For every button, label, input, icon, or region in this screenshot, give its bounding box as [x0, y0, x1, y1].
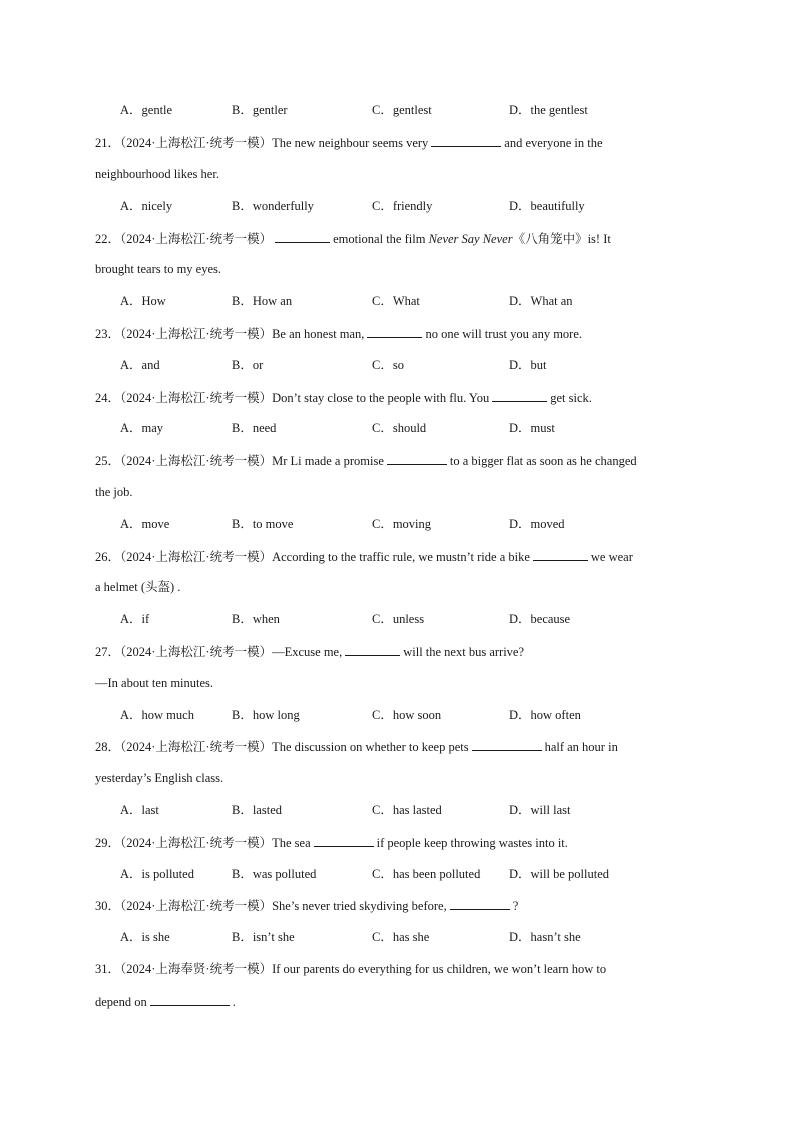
q27-option-a[interactable]: A．how much	[120, 708, 194, 722]
q21-stem-cont: neighbourhood likes her.	[95, 167, 219, 181]
q20-option-c[interactable]: C．gentlest	[372, 103, 432, 117]
q30-text-2: ?	[512, 899, 519, 913]
q25-stem-cont: the job.	[95, 485, 133, 499]
q25-stem	[95, 452, 715, 469]
q22-film-title: Never Say Never	[428, 232, 513, 246]
q27-option-d[interactable]: D．how often	[509, 708, 581, 722]
q27-stem-cont: —In about ten minutes.	[95, 676, 214, 690]
q24-text-2: get sick.	[550, 391, 592, 405]
q27-option-c[interactable]: C．how soon	[372, 708, 442, 722]
q25-option-d[interactable]: D．moved	[509, 517, 565, 531]
q22-option-c[interactable]: C．What	[372, 294, 420, 308]
q22-text-1: emotional the film	[333, 232, 426, 246]
q24-option-b[interactable]: B．need	[232, 421, 277, 435]
q23-text-1: Be an honest man,	[272, 327, 365, 341]
q26-blank[interactable]	[533, 548, 588, 561]
q26-text-1: According to the traffic rule, we mustn’t ride a bike	[272, 550, 530, 564]
q29-options	[0, 866, 794, 882]
q28-text-2: half an hour in	[544, 740, 618, 754]
q30-number: 30．	[95, 899, 121, 913]
q28-text-1: The discussion on whether to keep pets	[272, 740, 469, 754]
q25-options	[0, 516, 794, 532]
q23-option-d[interactable]: D．but	[509, 358, 547, 372]
q20-option-d[interactable]: D．the gentlest	[509, 103, 588, 117]
q26-option-c[interactable]: C．unless	[372, 612, 425, 626]
q21-text-2: and everyone in the	[504, 136, 603, 150]
q31-stem	[95, 961, 715, 977]
q24-option-c[interactable]: C．should	[372, 421, 427, 435]
q26-stem-cont: a helmet (头盔) .	[95, 580, 181, 594]
q24-option-d[interactable]: D．must	[509, 421, 555, 435]
q26-stem	[95, 548, 715, 565]
q23-stem	[95, 325, 715, 342]
q28-option-c[interactable]: C．has lasted	[372, 803, 442, 817]
q30-option-a[interactable]: A．is she	[120, 930, 170, 944]
q31-blank[interactable]	[150, 993, 230, 1006]
q20-option-b[interactable]: B．gentler	[232, 103, 288, 117]
q25-number: 25．	[95, 454, 121, 468]
q26-option-d[interactable]: D．because	[509, 612, 571, 626]
q28-option-d[interactable]: D．will last	[509, 803, 571, 817]
q29-number: 29．	[95, 836, 121, 850]
q21-option-c[interactable]: C．friendly	[372, 199, 433, 213]
q25-source: （2024·上海松江·统考一模）	[120, 454, 273, 468]
q31-text-3: .	[232, 995, 236, 1009]
q22-option-a[interactable]: A．How	[120, 294, 166, 308]
q29-text-1: The sea	[272, 836, 311, 850]
q24-source: （2024·上海松江·统考一模）	[120, 391, 273, 405]
q22-option-b[interactable]: B．How an	[232, 294, 293, 308]
q22-stem	[95, 230, 715, 247]
q29-stem	[95, 834, 715, 851]
q26-text-2: we wear	[590, 550, 633, 564]
q29-option-b[interactable]: B．was polluted	[232, 867, 317, 881]
q28-stem-cont: yesterday’s English class.	[95, 771, 224, 785]
q23-source: （2024·上海松江·统考一模）	[120, 327, 273, 341]
q30-option-d[interactable]: D．hasn’t she	[509, 930, 581, 944]
q21-blank[interactable]	[431, 134, 501, 147]
q22-option-d[interactable]: D．What an	[509, 294, 573, 308]
q24-option-a[interactable]: A．may	[120, 421, 164, 435]
q29-text-2: if people keep throwing wastes into it.	[376, 836, 568, 850]
q20-option-a[interactable]: A．gentle	[120, 103, 173, 117]
q20-options	[0, 102, 794, 118]
q26-options	[0, 611, 794, 627]
q28-stem	[95, 738, 715, 755]
q25-option-c[interactable]: C．moving	[372, 517, 432, 531]
q26-option-a[interactable]: A．if	[120, 612, 150, 626]
q22-options	[0, 293, 794, 309]
q21-number: 21．	[95, 136, 121, 150]
q25-option-a[interactable]: A．move	[120, 517, 170, 531]
q23-options	[0, 357, 794, 373]
q27-number: 27．	[95, 645, 121, 659]
q31-source: （2024·上海奉贤·统考一模）	[120, 962, 273, 976]
q29-option-c[interactable]: C．has been polluted	[372, 867, 481, 881]
q29-option-a[interactable]: A．is polluted	[120, 867, 194, 881]
q30-options	[0, 929, 794, 945]
q27-source: （2024·上海松江·统考一模）	[120, 645, 273, 659]
q21-options	[0, 198, 794, 214]
q30-stem	[95, 897, 715, 914]
q30-text-1: She’s never tried skydiving before,	[272, 899, 447, 913]
q26-source: （2024·上海松江·统考一模）	[120, 550, 273, 564]
q30-blank[interactable]	[450, 897, 510, 910]
q28-source: （2024·上海松江·统考一模）	[120, 740, 273, 754]
q21-option-b[interactable]: B．wonderfully	[232, 199, 314, 213]
q24-text-1: Don’t stay close to the people with flu. You	[272, 391, 490, 405]
q29-source: （2024·上海松江·统考一模）	[120, 836, 273, 850]
q23-text-2: no one will trust you any more.	[425, 327, 583, 341]
q21-source: （2024·上海松江·统考一模）	[120, 136, 273, 150]
q27-option-b[interactable]: B．how long	[232, 708, 300, 722]
q22-blank[interactable]	[275, 230, 330, 243]
q28-number: 28．	[95, 740, 121, 754]
q23-number: 23．	[95, 327, 121, 341]
q21-option-d[interactable]: D．beautifully	[509, 199, 585, 213]
q29-blank[interactable]	[314, 834, 374, 847]
q23-blank[interactable]	[367, 325, 422, 338]
q27-blank[interactable]	[345, 643, 400, 656]
q31-stem-cont	[95, 993, 715, 1010]
q21-text-1: The new neighbour seems very	[272, 136, 429, 150]
q24-number: 24．	[95, 391, 121, 405]
q21-stem	[95, 134, 715, 151]
q25-text-2: to a bigger flat as soon as he changed	[449, 454, 637, 468]
q21-option-a[interactable]: A．nicely	[120, 199, 173, 213]
q31-text-1: If our parents do everything for us children, we won’t learn how to	[272, 962, 607, 976]
q30-option-c[interactable]: C．has she	[372, 930, 430, 944]
q22-stem-cont: brought tears to my eyes.	[95, 262, 222, 276]
q27-text-1: —Excuse me,	[272, 645, 343, 659]
q22-source: （2024·上海松江·统考一模）	[120, 232, 273, 246]
q24-options	[0, 420, 794, 436]
q27-options	[0, 707, 794, 723]
q24-blank[interactable]	[492, 389, 547, 402]
q30-source: （2024·上海松江·统考一模）	[120, 899, 273, 913]
q25-option-b[interactable]: B．to move	[232, 517, 294, 531]
q22-number: 22．	[95, 232, 121, 246]
q25-blank[interactable]	[387, 452, 447, 465]
q26-option-b[interactable]: B．when	[232, 612, 280, 626]
q28-options	[0, 802, 794, 818]
q22-text-2: 《八角笼中》is! It	[512, 232, 611, 246]
q31-text-2: depend on	[95, 995, 147, 1009]
q25-text-1: Mr Li made a promise	[272, 454, 384, 468]
q28-option-a[interactable]: A．last	[120, 803, 159, 817]
q23-option-a[interactable]: A．and	[120, 358, 160, 372]
q27-stem	[95, 643, 715, 660]
q28-blank[interactable]	[472, 738, 542, 751]
q23-option-b[interactable]: B．or	[232, 358, 264, 372]
q31-number: 31．	[95, 962, 121, 976]
q29-option-d[interactable]: D．will be polluted	[509, 867, 609, 881]
q23-option-c[interactable]: C．so	[372, 358, 404, 372]
q26-number: 26．	[95, 550, 121, 564]
q30-option-b[interactable]: B．isn’t she	[232, 930, 295, 944]
q27-text-2: will the next bus arrive?	[403, 645, 525, 659]
q24-stem	[95, 389, 715, 406]
q28-option-b[interactable]: B．lasted	[232, 803, 282, 817]
